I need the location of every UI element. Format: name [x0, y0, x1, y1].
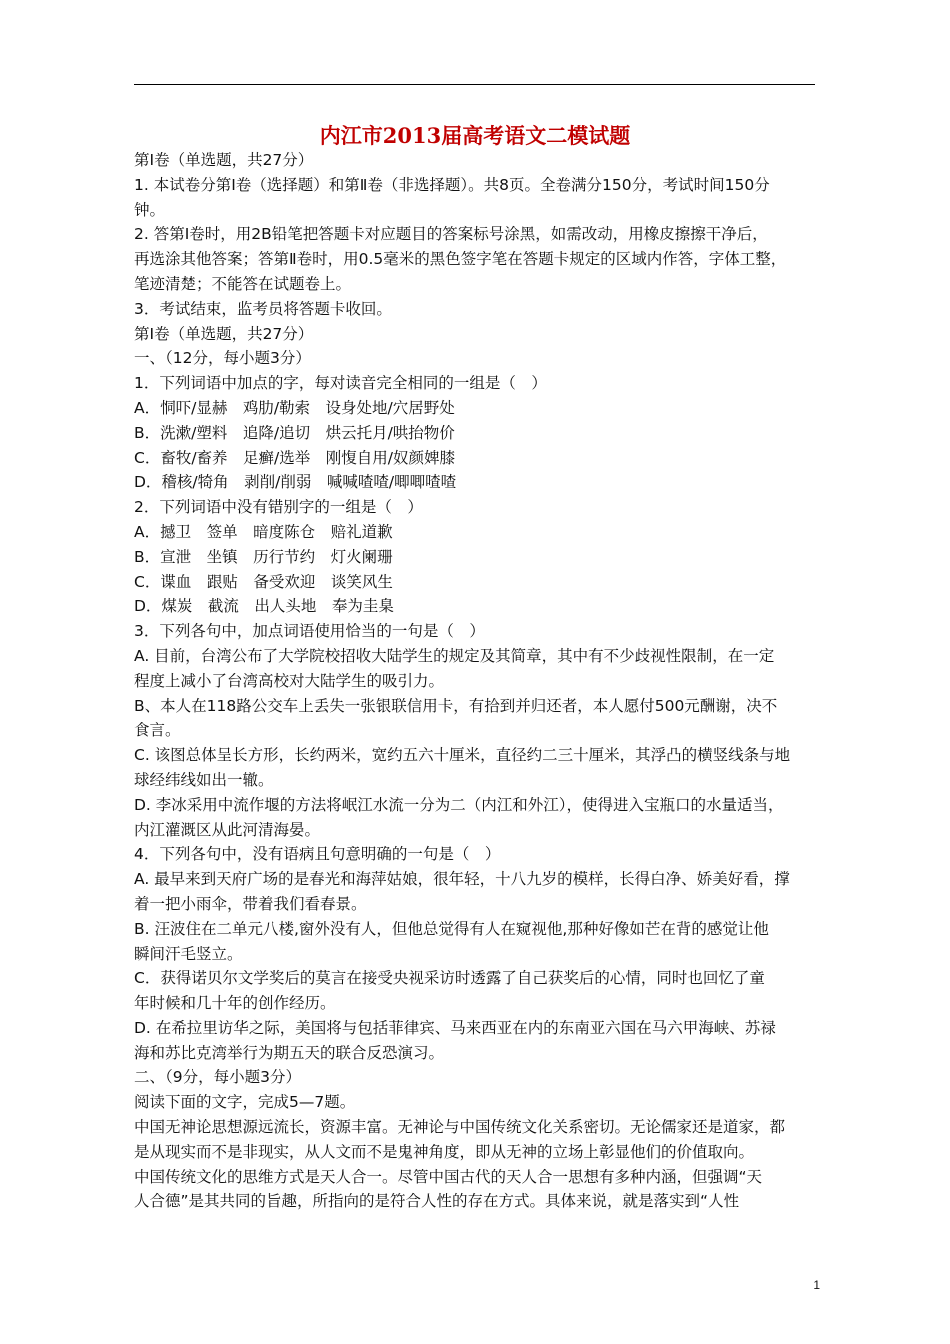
text-line: 1．下列词语中加点的字，每对读音完全相同的一组是（ ） [134, 374, 547, 393]
text-line: 瞬间汗毛竖立。 [134, 944, 243, 963]
text-line: 2．下列词语中没有错别字的一组是（ ） [134, 498, 423, 517]
text-line: 中国传统文化的思维方式是天人合一。尽管中国古代的天人合一思想有多种内涵，但强调“天 [134, 1167, 763, 1186]
text-line: C．畜牧/畜养 足癣/选举 刚愎自用/奴颜婢膝 [134, 448, 455, 467]
text-line: 一、（12分，每小题3分） [134, 349, 311, 368]
text-line: C. 该图总体呈长方形，长约两米，宽约五六十厘米，直径约二三十厘米，其浮凸的横竖线条与地 [134, 746, 791, 765]
text-line: D. 李冰采用中流作堰的方法将岷江水流一分为二（内江和外江），使得进入宝瓶口的水量适当， [134, 795, 784, 814]
text-line: 二、（9分，每小题3分） [134, 1068, 301, 1087]
text-line: D．稽核/犄角 剥削/削弱 喊喊喳喳/唧唧喳喳 [134, 473, 457, 492]
text-line: D．煤炭 截流 出人头地 奉为圭臬 [134, 597, 394, 616]
text-line: 阅读下面的文字，完成5—7题。 [134, 1093, 356, 1112]
text-line: D. 在希拉里访华之际，美国将与包括菲律宾、马来西亚在内的东南亚六国在马六甲海峡、苏禄 [134, 1018, 776, 1037]
text-line: 3．下列各句中，加点词语使用恰当的一句是（ ） [134, 622, 485, 641]
text-line: 1. 本试卷分第Ⅰ卷（选择题）和第Ⅱ卷（非选择题）。共8页。全卷满分150分，考试时间150分 [134, 175, 770, 194]
text-line: 是从现实而不是非现实，从人文而不是鬼神角度，即从无神的立场上彰显他们的价值取向。 [134, 1142, 755, 1161]
page-number: 1 [813, 1278, 820, 1292]
text-line: C．谍血 跟贴 备受欢迎 谈笑风生 [134, 572, 393, 591]
text-line: B、本人在118路公交车上丢失一张银联信用卡，有拾到并归还者，本人愿付500元酬谢，决不 [134, 696, 778, 715]
text-line: 2. 答第Ⅰ卷时，用2B铅笔把答题卡对应题目的答案标号涂黑，如需改动，用橡皮擦擦干净后， [134, 225, 768, 244]
text-line: A. 最早来到天府广场的是春光和海萍姑娘，很年轻，十八九岁的模样，长得白净、娇美好看，撑 [134, 870, 790, 889]
text-line: B．宣泄 坐镇 历行节约 灯火阑珊 [134, 547, 393, 566]
text-line: 第Ⅰ卷（单选题，共27分） [134, 151, 314, 169]
text-line: 钟。 [134, 200, 166, 219]
text-line: 人合德”是其共同的旨趣，所指向的是符合人性的存在方式。具体来说，就是落实到“人性 [134, 1192, 740, 1211]
text-line: 笔迹清楚；不能答在试题卷上。 [134, 274, 352, 293]
text-line: 4．下列各句中，没有语病且句意明确的一句是（ ） [134, 845, 501, 864]
document-body [134, 148, 824, 1214]
text-line: B. 汪波住在二单元八楼,窗外没有人，但他总觉得有人在窥视他,那种好像如芒在背的感觉让他 [134, 919, 769, 938]
text-line: 再选涂其他答案；答第Ⅱ卷时，用0.5毫米的黑色签字笔在答题卡规定的区域内作答，字体工整， [134, 250, 787, 269]
text-line: 3．考试结束，监考员将答题卡收回。 [134, 299, 392, 318]
text-line: 第Ⅰ卷（单选题，共27分） [134, 324, 314, 343]
text-line: 内江灌溉区从此河清海晏。 [134, 820, 321, 839]
text-line: 着一把小雨伞，带着我们看春景。 [134, 894, 367, 913]
document-title: 内江市2013届高考语文二模试题 [319, 123, 631, 148]
text-line: 球经纬线如出一辙。 [134, 770, 274, 789]
text-line: B．洗漱/塑料 追降/追切 烘云托月/哄抬物价 [134, 423, 455, 442]
text-line: 中国无神论思想源远流长，资源丰富。无神论与中国传统文化关系密切。无论儒家还是道家，都 [134, 1118, 786, 1137]
text-line: 年时候和几十年的创作经历。 [134, 994, 336, 1013]
text-line: A．恫吓/显赫 鸡肋/勒索 设身处地/穴居野处 [134, 398, 455, 417]
text-line: 程度上减小了台湾高校对大陆学生的吸引力。 [134, 671, 445, 690]
text-line: 食言。 [134, 721, 181, 740]
text-line: A．撼卫 签单 暗度陈仓 赔礼道歉 [134, 522, 393, 541]
text-line: A. 目前，台湾公布了大学院校招收大陆学生的规定及其简章，其中有不少歧视性限制，在一定 [134, 646, 775, 665]
text-line: C．获得诺贝尔文学奖后的莫言在接受央视采访时透露了自己获奖后的心情，同时也回忆了童 [134, 969, 765, 988]
header-rule [134, 84, 815, 85]
text-line: 海和苏比克湾举行为期五天的联合反恐演习。 [134, 1043, 445, 1062]
